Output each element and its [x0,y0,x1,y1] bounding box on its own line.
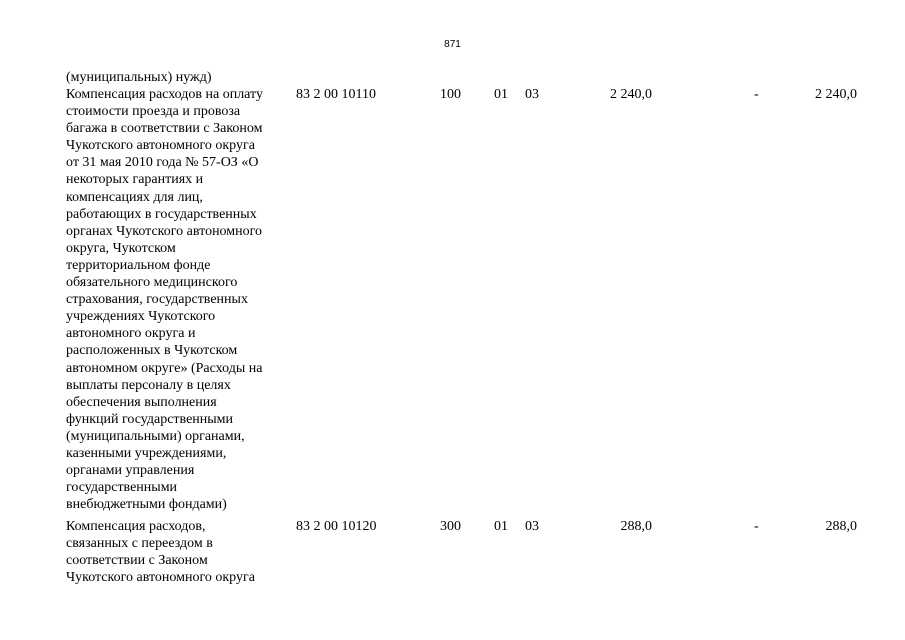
description-line: Компенсация расходов, [66,519,206,534]
description-line: округа, Чукотском [66,240,176,256]
description-line: выплаты персоналу в целях [66,377,231,393]
description-line: обязательного медицинского [66,275,238,291]
target-article-code: 83 2 00 10110 [296,87,376,102]
description-line: территориальном фонде [66,257,211,273]
subsection-code: 03 [525,87,539,102]
description-line: Чукотского автономного округа [66,570,255,586]
row-description [66,518,291,586]
description-line: автономном округе» (Расходы на [66,360,263,376]
description-line: обеспечения выполнения [66,394,217,410]
description-line: казенными учреждениями, [66,445,227,461]
expense-type-code: 100 [440,87,461,102]
section-code: 01 [494,87,508,102]
description-line: (муниципальными) органами, [66,428,245,444]
description-line: внебюджетными фондами) [66,497,227,513]
description-line: государственными [66,480,178,496]
description-line: компенсациях для лиц, [66,189,203,205]
subsection-code: 03 [525,519,539,534]
description-line: автономного округа и [66,326,196,342]
description-line: стоимости проезда и провоза [66,104,241,120]
description-line: органами управления [66,463,195,479]
description-line: Чукотского автономного округа [66,138,255,154]
section-code: 01 [494,519,508,534]
approved-amount: 288,0 [620,519,652,534]
row-description [66,86,291,513]
target-article-code: 83 2 00 10120 [296,519,377,534]
description-line: связанных с переездом в [66,536,213,552]
description-line: некоторых гарантиях и [66,172,204,188]
total-amount: 2 240,0 [815,87,857,102]
continued-description: (муниципальных) нужд) [66,70,212,85]
total-amount: 288,0 [825,519,857,534]
description-line: багажа в соответствии с Законом [66,121,263,137]
description-line: расположенных в Чукотском [66,343,238,359]
description-line: соответствии с Законом [66,553,208,569]
description-line: Компенсация расходов на оплату [66,87,263,102]
change-amount: - [754,87,759,102]
description-line: органах Чукотского автономного [66,223,263,239]
page-number: 871 [444,39,461,50]
description-line: работающих в государственных [66,206,257,222]
expense-type-code: 300 [440,519,461,534]
description-line: учреждениях Чукотского [66,309,216,325]
approved-amount: 2 240,0 [610,87,652,102]
change-amount: - [754,519,759,534]
description-line: от 31 мая 2010 года № 57-ОЗ «О [66,155,259,171]
description-line: страхования, государственных [66,292,248,308]
description-line: функций государственными [66,411,234,427]
